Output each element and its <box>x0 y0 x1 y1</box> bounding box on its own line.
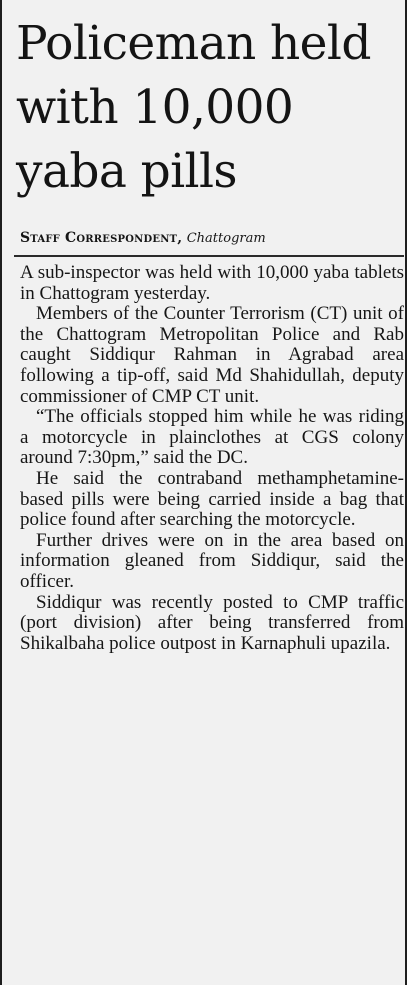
article-paragraph: Members of the Counter Terrorism (CT) unit of the Chattogram Metropolitan Police and Rab caught Siddiqur Rahman in Agrabad area following a tip-off, said Md Shahidullah, deputy commissioner of CMP CT unit. <box>20 303 404 407</box>
article-paragraph: Siddiqur was recently posted to CMP traffic (port division) after being transferred from Shikalbaha police outpost in Karnaphuli upazila. <box>20 591 404 654</box>
article-body <box>20 263 404 654</box>
article-paragraph: Further drives were on in the area based on information gleaned from Siddiqur, said the officer. <box>20 529 404 592</box>
byline-divider <box>14 255 404 257</box>
article-paragraph: A sub-inspector was held with 10,000 yaba tablets in Chattogram yesterday. <box>20 262 404 304</box>
headline: Policeman held with 10,000 yaba pills <box>16 16 371 199</box>
byline-role: Staff Correspondent, <box>20 230 183 246</box>
byline-location: Chattogram <box>186 231 266 246</box>
article-paragraph: “The officials stopped him while he was riding a motorcycle in plainclothes at CGS colony around 7:30pm,” said the DC. <box>20 406 404 469</box>
article-paragraph: He said the contraband methamphetamine-based pills were being carried inside a bag that police found after searching the motorcycle. <box>20 467 404 531</box>
byline <box>20 229 266 248</box>
